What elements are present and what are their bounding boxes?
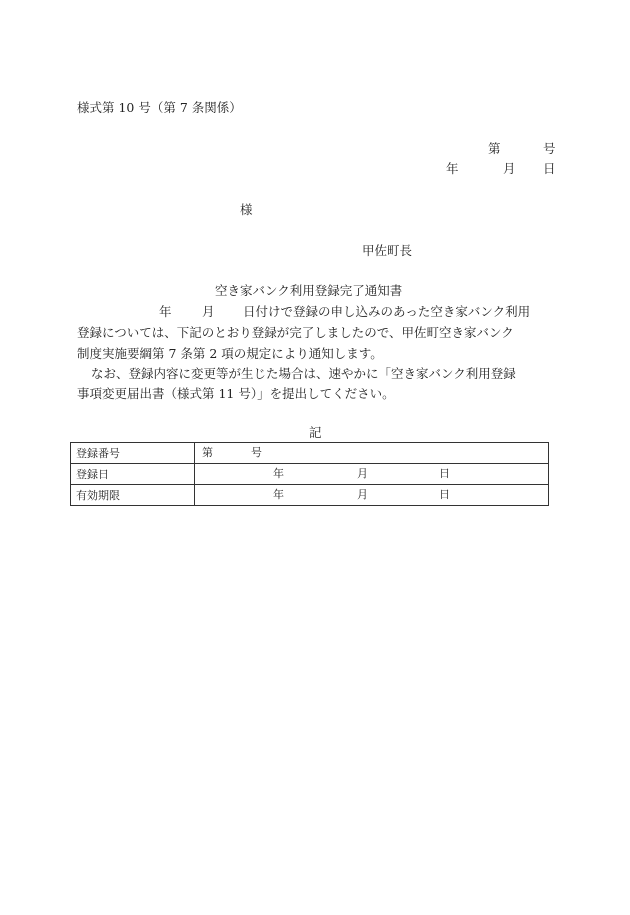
table-row bbox=[71, 485, 549, 506]
registration-date-cell bbox=[195, 464, 549, 485]
ki-heading: 記 bbox=[309, 425, 322, 440]
table-row bbox=[71, 464, 549, 485]
body-line-4: なお、登録内容に変更等が生じた場合は、速やかに「空き家バンク利用登録 bbox=[91, 366, 516, 381]
issue-date-month-label: 月 bbox=[503, 161, 516, 176]
registration-number-label: 登録番号 bbox=[71, 443, 195, 464]
registration-number-cell bbox=[195, 443, 549, 464]
document-number-suffix: 号 bbox=[543, 141, 556, 156]
addressee-honorific: 様 bbox=[240, 202, 253, 217]
document-number-prefix: 第 bbox=[488, 141, 501, 156]
issue-date-year-label: 年 bbox=[446, 161, 459, 176]
expiry-date-year-label: 年 bbox=[273, 488, 284, 501]
registration-date-year-label: 年 bbox=[273, 467, 284, 480]
document-title: 空き家バンク利用登録完了通知書 bbox=[215, 283, 403, 298]
registration-number-suffix: 号 bbox=[251, 446, 262, 459]
body-line-5: 事項変更届出書（様式第 11 号）」を提出してください。 bbox=[77, 386, 395, 401]
registration-table bbox=[70, 442, 549, 506]
registration-number-prefix: 第 bbox=[202, 446, 213, 459]
registration-date-day-label: 日 bbox=[439, 467, 450, 480]
expiry-date-label: 有効期限 bbox=[71, 485, 195, 506]
issue-date-day-label: 日 bbox=[543, 161, 556, 176]
form-number-label: 様式第 10 号（第 7 条関係） bbox=[77, 100, 242, 115]
body-date-year-label: 年 bbox=[159, 304, 172, 319]
registration-date-label: 登録日 bbox=[71, 464, 195, 485]
issuer-name: 甲佐町長 bbox=[362, 243, 413, 258]
expiry-date-cell bbox=[195, 485, 549, 506]
expiry-date-day-label: 日 bbox=[439, 488, 450, 501]
body-line-3: 制度実施要綱第 7 条第 2 項の規定により通知します。 bbox=[77, 346, 383, 361]
body-line-1: 日付けで登録の申し込みのあった空き家バンク利用 bbox=[243, 304, 531, 319]
table-row bbox=[71, 443, 549, 464]
expiry-date-month-label: 月 bbox=[357, 488, 368, 501]
body-line-2: 登録については、下記のとおり登録が完了しましたので、甲佐町空き家バンク bbox=[77, 325, 514, 340]
body-date-month-label: 月 bbox=[202, 304, 215, 319]
registration-date-month-label: 月 bbox=[357, 467, 368, 480]
